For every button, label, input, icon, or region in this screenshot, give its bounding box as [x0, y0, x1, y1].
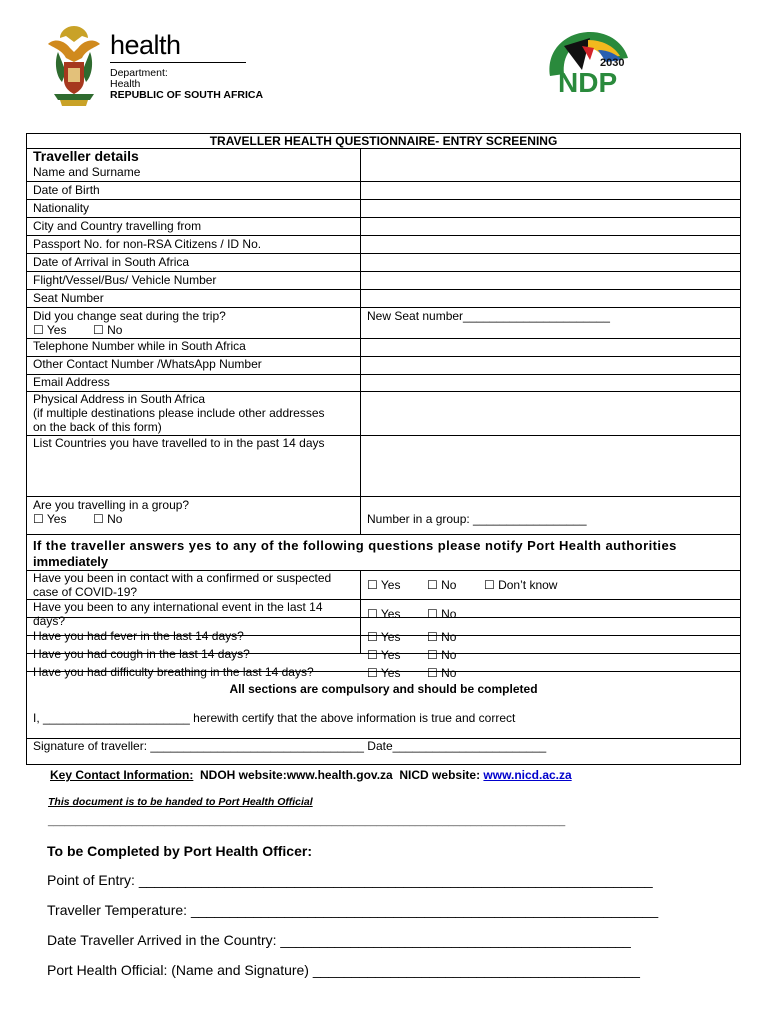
- officer-title: To be Completed by Port Health Officer:: [47, 843, 312, 859]
- row-passport: Passport No. for non-RSA Citizens / ID No.: [33, 237, 262, 251]
- no-label: No: [441, 648, 457, 662]
- q4-yes[interactable]: ☐ Yes: [367, 648, 401, 662]
- q2-no[interactable]: ☐ No: [427, 607, 457, 621]
- q3-no[interactable]: ☐ No: [427, 630, 457, 644]
- dept-line-3: REPUBLIC OF SOUTH AFRICA: [110, 89, 264, 101]
- yes-label: Yes: [380, 607, 401, 621]
- q3-fever: Have you had fever in the last 14 days?: [33, 629, 244, 643]
- row-address-line-2: (if multiple destinations please include other addresses: [33, 406, 325, 420]
- section-traveller-details: Traveller details: [33, 148, 139, 164]
- q5-yes[interactable]: ☐ Yes: [367, 666, 401, 680]
- q1-yes[interactable]: ☐ Yes: [367, 578, 401, 592]
- ndp-year: 2030: [600, 57, 625, 69]
- group-no[interactable]: ☐ No: [93, 512, 123, 526]
- q1-no[interactable]: ☐ No: [427, 578, 457, 592]
- point-of-entry-field[interactable]: Point of Entry: __________________________________________________________________: [47, 872, 653, 888]
- row-flight-number: Flight/Vessel/Bus/ Vehicle Number: [33, 273, 217, 287]
- q1-dont-know[interactable]: ☐ Don’t know: [484, 578, 558, 592]
- date-arrived-field[interactable]: Date Traveller Arrived in the Country: _____________________________________________: [47, 932, 631, 948]
- no-label: No: [107, 323, 123, 337]
- row-name-surname: Name and Surname: [33, 165, 141, 179]
- row-email: Email Address: [33, 375, 110, 389]
- group-question: Are you travelling in a group?: [33, 498, 190, 512]
- change-seat-question: Did you change seat during the trip?: [33, 309, 226, 323]
- handed-note: This document is to be handed to Port Health Official: [48, 796, 313, 808]
- group-number-field[interactable]: Number in a group: _________________: [367, 512, 587, 526]
- key-contact-label: Key Contact Information:: [50, 768, 194, 782]
- row-telephone-sa: Telephone Number while in South Africa: [33, 339, 246, 353]
- certify-statement[interactable]: I, ______________________ herewith certify that the above information is true and correct: [33, 711, 516, 725]
- change-seat-no[interactable]: ☐ No: [93, 323, 123, 337]
- dept-rule: [110, 62, 246, 63]
- dept-title: health: [110, 30, 181, 60]
- traveller-temperature-field[interactable]: Traveller Temperature: ____________________________________________________________: [47, 902, 659, 918]
- coat-of-arms-logo: [44, 22, 104, 108]
- ndoh-website: NDOH website:www.health.gov.za: [200, 768, 393, 782]
- ndp-2030-logo: [542, 26, 632, 98]
- q2-line-1: Have you been to any international event in the last 14: [33, 600, 323, 614]
- divider-line: _____________________________________________________________________________________________: [48, 816, 566, 827]
- yes-label: Yes: [380, 648, 401, 662]
- compulsory-note: All sections are compulsory and should be completed: [229, 682, 538, 696]
- yes-label: Yes: [380, 666, 401, 680]
- row-address-line-3: on the back of this form): [33, 420, 162, 434]
- dont-know-label: Don’t know: [498, 578, 558, 592]
- row-date-arrival: Date of Arrival in South Africa: [33, 255, 190, 269]
- q5-breathing: Have you had difficulty breathing in the last 14 days?: [33, 665, 314, 679]
- notice-line-1: If the traveller answers yes to any of the following questions please notify Port Health authorities: [33, 538, 677, 553]
- nicd-link[interactable]: www.nicd.ac.za: [483, 768, 572, 782]
- row-address-line-1: Physical Address in South Africa: [33, 392, 206, 406]
- yes-label: Yes: [46, 512, 67, 526]
- q2-line-2: days?: [33, 614, 66, 628]
- row-other-contact: Other Contact Number /WhatsApp Number: [33, 357, 262, 371]
- nicd-label: NICD website:: [399, 768, 481, 782]
- no-label: No: [441, 630, 457, 644]
- dept-line-1: Department:: [110, 67, 168, 79]
- row-seat-number: Seat Number: [33, 291, 104, 305]
- q4-no[interactable]: ☐ No: [427, 648, 457, 662]
- no-label: No: [441, 666, 457, 680]
- port-health-official-field[interactable]: Port Health Official: (Name and Signature) __________________________________________: [47, 962, 640, 978]
- no-label: No: [441, 578, 457, 592]
- new-seat-number-field[interactable]: New Seat number______________________: [367, 309, 610, 323]
- row-countries-travelled: List Countries you have travelled to in the past 14 days: [33, 436, 325, 450]
- q1-line-1: Have you been in contact with a confirmed or suspected: [33, 571, 332, 585]
- yes-label: Yes: [380, 630, 401, 644]
- notice-line-2: immediately: [33, 554, 109, 569]
- q2-yes[interactable]: ☐ Yes: [367, 607, 401, 621]
- q4-cough: Have you had cough in the last 14 days?: [33, 647, 250, 661]
- q3-yes[interactable]: ☐ Yes: [367, 630, 401, 644]
- key-contact-line: [50, 768, 572, 782]
- signature-date-line[interactable]: Signature of traveller: ________________________________ Date_______________________: [33, 739, 547, 753]
- ndp-text: NDP: [558, 67, 618, 98]
- group-yes[interactable]: ☐ Yes: [33, 512, 67, 526]
- yes-label: Yes: [46, 323, 67, 337]
- row-nationality: Nationality: [33, 201, 90, 215]
- row-date-of-birth: Date of Birth: [33, 183, 100, 197]
- change-seat-yes[interactable]: ☐ Yes: [33, 323, 67, 337]
- form-title: TRAVELLER HEALTH QUESTIONNAIRE- ENTRY SCREENING: [209, 134, 558, 148]
- dept-line-2: Health: [110, 78, 141, 90]
- no-label: No: [107, 512, 123, 526]
- no-label: No: [441, 607, 457, 621]
- q5-no[interactable]: ☐ No: [427, 666, 457, 680]
- q1-line-2: case of COVID-19?: [33, 585, 138, 599]
- yes-label: Yes: [380, 578, 401, 592]
- screening-form: [26, 133, 741, 765]
- row-city-country: City and Country travelling from: [33, 219, 202, 233]
